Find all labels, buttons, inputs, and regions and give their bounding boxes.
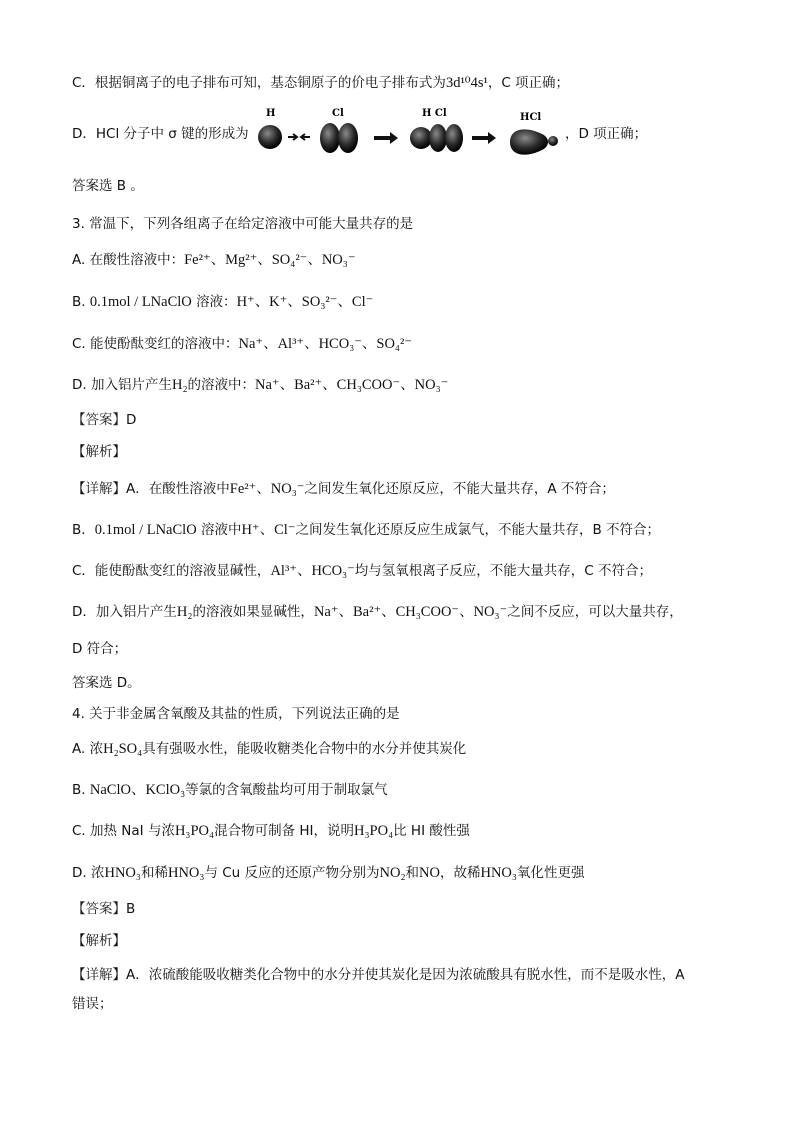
q4-stem: 4. 关于非金属含氧酸及其盐的性质，下列说法正确的是	[72, 706, 400, 722]
h-label: H	[266, 108, 276, 119]
q3-option-c: C. 能使酚酞变红的溶液中：Na⁺、Al³⁺、HCO₃⁻、SO₄²⁻	[72, 336, 412, 352]
q4-option-a: A. 浓H₂SO₄具有强吸水性，能吸收糖类化合物中的水分并使其炭化	[72, 741, 467, 757]
q2-option-c: C．根据铜离子的电子排布可知，基态铜原子的价电子排布式为3d¹⁰4s¹，C 项正确；	[72, 75, 570, 91]
q3-explanation-b: B．0.1mol / LNaClO 溶液中H⁺、Cl⁻之间发生氧化还原反应生成氯气，不能大量共存，B 不符合；	[72, 522, 661, 538]
q3-analysis-tag: 【解析】	[72, 444, 126, 460]
cl-p-orbital-lobe-right	[338, 123, 358, 153]
q3-stem: 3. 常温下，下列各组离子在给定溶液中可能大量共存的是	[72, 216, 414, 232]
approach-arrows-icon	[288, 134, 310, 140]
q3-option-a: A. 在酸性溶液中：Fe²⁺、Mg²⁺、SO₄²⁻、NO₃⁻	[72, 252, 356, 268]
q2-option-d-text: D．HCl 分子中 σ 键的形成为	[72, 126, 249, 142]
q3-option-d: D. 加入铝片产生H₂的溶液中：Na⁺、Ba²⁺、CH₃COO⁻、NO₃⁻	[72, 377, 449, 393]
hcl-sigma-bond-diagram	[258, 106, 568, 168]
hcl-label: HCl	[520, 112, 542, 123]
q4-analysis-tag: 【解析】	[72, 933, 126, 949]
answer-tag: 【答案】	[72, 412, 126, 428]
hcl-pair-label: H Cl	[422, 108, 447, 119]
q4-option-d: D. 浓HNO₃和稀HNO₃与 Cu 反应的还原产物分别为NO₂和NO，故稀HNO₃氧化性更强	[72, 865, 585, 881]
h-orbital-overlap	[410, 127, 432, 149]
q2-answer: 答案选 B 。	[72, 178, 144, 194]
q3-explanation-d-cont: D 符合；	[72, 641, 128, 657]
q4-option-b: B. NaClO、KClO₃等氯的含氧酸盐均可用于制取氯气	[72, 782, 388, 798]
cl-p-orbital-lobe-left	[320, 123, 340, 153]
q3-final-answer: 答案选 D。	[72, 675, 141, 691]
q3-explanation-c: C．能使酚酞变红的溶液显碱性，Al³⁺、HCO₃⁻均与氢氧根离子反应，不能大量共存，C 不符合；	[72, 563, 652, 579]
q2-option-d-end: ，D 项正确；	[565, 126, 648, 142]
q4-explanation-a-cont: 错误；	[72, 996, 113, 1012]
cl-label: Cl	[332, 108, 344, 119]
hcl-sigma-orbital	[510, 129, 548, 154]
q3-explanation-d: D．加入铝片产生H₂的溶液如果显碱性，Na⁺、Ba²⁺、CH₃COO⁻、NO₃⁻之间不反应，可以大量共存，	[72, 604, 683, 620]
q3-answer: 【答案】D	[72, 412, 137, 428]
q4-option-c: C. 加热 NaI 与浓H₃PO₄混合物可制备 HI，说明H₃PO₄比 HI 酸性强	[72, 823, 470, 839]
h-s-orbital	[258, 125, 282, 149]
q3-option-b: B. 0.1mol / LNaClO 溶液：H⁺、K⁺、SO₃²⁻、Cl⁻	[72, 294, 374, 310]
q4-answer: 【答案】B	[72, 901, 136, 917]
q3-explanation-a: 【详解】A．在酸性溶液中Fe²⁺、NO₃⁻之间发生氧化还原反应，不能大量共存，A 不符合；	[72, 481, 615, 497]
q4-explanation-a: 【详解】A．浓硫酸能吸收糖类化合物中的水分并使其炭化是因为浓硫酸具有脱水性，而不是吸水性，A	[72, 967, 685, 983]
